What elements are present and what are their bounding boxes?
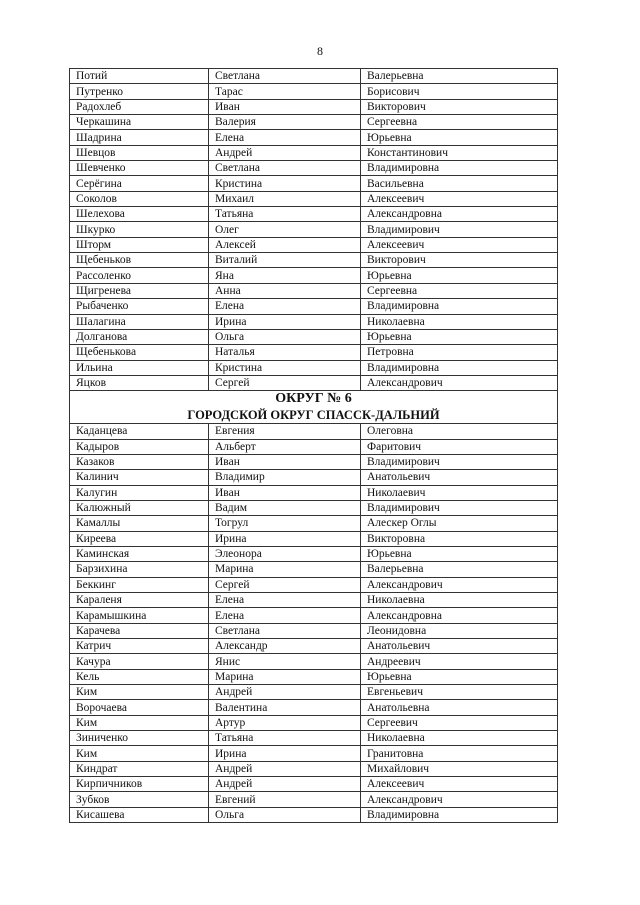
surname-cell: Кадыров <box>70 439 209 454</box>
patronymic-cell: Владимировна <box>361 807 558 822</box>
first-name-cell: Иван <box>209 485 361 500</box>
patronymic-cell: Алексеевич <box>361 237 558 252</box>
table-row <box>70 99 558 114</box>
first-name-cell: Елена <box>209 608 361 623</box>
first-name-cell: Елена <box>209 130 361 145</box>
table-row <box>70 731 558 746</box>
table-row <box>70 253 558 268</box>
patronymic-cell: Викторович <box>361 99 558 114</box>
bottom-rows <box>70 424 558 823</box>
patronymic-cell: Александровна <box>361 608 558 623</box>
patronymic-cell: Евгеньевич <box>361 685 558 700</box>
table-row <box>70 207 558 222</box>
surname-cell: Киреева <box>70 531 209 546</box>
top-rows <box>70 69 558 391</box>
table-row <box>70 516 558 531</box>
surname-cell: Яцков <box>70 375 209 390</box>
patronymic-cell: Александрович <box>361 375 558 390</box>
patronymic-cell: Сергеевна <box>361 115 558 130</box>
patronymic-cell: Юрьевна <box>361 669 558 684</box>
table-row <box>70 161 558 176</box>
surname-cell: Каданцева <box>70 424 209 439</box>
patronymic-cell: Владимирович <box>361 454 558 469</box>
surname-cell: Зиниченко <box>70 731 209 746</box>
first-name-cell: Андрей <box>209 685 361 700</box>
surname-cell: Карамышкина <box>70 608 209 623</box>
first-name-cell: Владимир <box>209 470 361 485</box>
patronymic-cell: Владимировна <box>361 161 558 176</box>
names-table <box>69 68 558 823</box>
first-name-cell: Андрей <box>209 145 361 160</box>
first-name-cell: Анна <box>209 283 361 298</box>
table-row <box>70 500 558 515</box>
surname-cell: Щебеньков <box>70 253 209 268</box>
table-row <box>70 608 558 623</box>
table-row <box>70 283 558 298</box>
surname-cell: Каминская <box>70 546 209 561</box>
patronymic-cell: Валерьевна <box>361 562 558 577</box>
table-row <box>70 639 558 654</box>
table-row <box>70 654 558 669</box>
first-name-cell: Сергей <box>209 375 361 390</box>
first-name-cell: Ирина <box>209 314 361 329</box>
patronymic-cell: Борисович <box>361 84 558 99</box>
table-row <box>70 485 558 500</box>
district-heading-block <box>70 391 558 424</box>
table-row <box>70 593 558 608</box>
first-name-cell: Ольга <box>209 807 361 822</box>
table-row <box>70 807 558 822</box>
first-name-cell: Татьяна <box>209 731 361 746</box>
first-name-cell: Светлана <box>209 623 361 638</box>
patronymic-cell: Николаевна <box>361 731 558 746</box>
first-name-cell: Елена <box>209 299 361 314</box>
surname-cell: Ильина <box>70 360 209 375</box>
patronymic-cell: Владимирович <box>361 500 558 515</box>
first-name-cell: Андрей <box>209 777 361 792</box>
patronymic-cell: Алескер Оглы <box>361 516 558 531</box>
surname-cell: Киндрат <box>70 761 209 776</box>
surname-cell: Беккинг <box>70 577 209 592</box>
first-name-cell: Тарас <box>209 84 361 99</box>
table-row <box>70 329 558 344</box>
patronymic-cell: Александрович <box>361 577 558 592</box>
surname-cell: Потий <box>70 69 209 84</box>
table-row <box>70 115 558 130</box>
table-row <box>70 424 558 439</box>
patronymic-cell: Петровна <box>361 345 558 360</box>
surname-cell: Шевченко <box>70 161 209 176</box>
patronymic-cell: Леонидовна <box>361 623 558 638</box>
first-name-cell: Иван <box>209 454 361 469</box>
surname-cell: Караленя <box>70 593 209 608</box>
patronymic-cell: Гранитовна <box>361 746 558 761</box>
table-row <box>70 176 558 191</box>
patronymic-cell: Алексеевич <box>361 191 558 206</box>
patronymic-cell: Алексеевич <box>361 777 558 792</box>
surname-cell: Щебенькова <box>70 345 209 360</box>
table-row <box>70 130 558 145</box>
patronymic-cell: Юрьевна <box>361 130 558 145</box>
first-name-cell: Марина <box>209 562 361 577</box>
table-row <box>70 685 558 700</box>
table-row <box>70 577 558 592</box>
first-name-cell: Валентина <box>209 700 361 715</box>
first-name-cell: Артур <box>209 715 361 730</box>
patronymic-cell: Александрович <box>361 792 558 807</box>
first-name-cell: Светлана <box>209 69 361 84</box>
first-name-cell: Ирина <box>209 746 361 761</box>
first-name-cell: Янис <box>209 654 361 669</box>
first-name-cell: Валерия <box>209 115 361 130</box>
table-row <box>70 470 558 485</box>
surname-cell: Камаллы <box>70 516 209 531</box>
table-row <box>70 531 558 546</box>
table-row <box>70 360 558 375</box>
first-name-cell: Андрей <box>209 761 361 776</box>
patronymic-cell: Юрьевна <box>361 268 558 283</box>
table-row <box>70 345 558 360</box>
surname-cell: Шадрина <box>70 130 209 145</box>
table-row <box>70 715 558 730</box>
table-row <box>70 145 558 160</box>
surname-cell: Рассоленко <box>70 268 209 283</box>
surname-cell: Кирпичников <box>70 777 209 792</box>
patronymic-cell: Владимировна <box>361 299 558 314</box>
patronymic-cell: Сергеевна <box>361 283 558 298</box>
surname-cell: Рыбаченко <box>70 299 209 314</box>
patronymic-cell: Викторовна <box>361 531 558 546</box>
surname-cell: Шторм <box>70 237 209 252</box>
surname-cell: Соколов <box>70 191 209 206</box>
patronymic-cell: Андреевич <box>361 654 558 669</box>
surname-cell: Кисашева <box>70 807 209 822</box>
surname-cell: Кель <box>70 669 209 684</box>
first-name-cell: Тогрул <box>209 516 361 531</box>
surname-cell: Барзихина <box>70 562 209 577</box>
patronymic-cell: Николаевна <box>361 314 558 329</box>
first-name-cell: Сергей <box>209 577 361 592</box>
surname-cell: Черкашина <box>70 115 209 130</box>
surname-cell: Казаков <box>70 454 209 469</box>
surname-cell: Ворочаева <box>70 700 209 715</box>
patronymic-cell: Сергеевич <box>361 715 558 730</box>
first-name-cell: Александр <box>209 639 361 654</box>
table-row <box>70 777 558 792</box>
table-row <box>70 268 558 283</box>
surname-cell: Катрич <box>70 639 209 654</box>
table-row <box>70 746 558 761</box>
patronymic-cell: Викторович <box>361 253 558 268</box>
patronymic-cell: Александровна <box>361 207 558 222</box>
surname-cell: Калинич <box>70 470 209 485</box>
first-name-cell: Ирина <box>209 531 361 546</box>
page-number: 8 <box>317 44 323 58</box>
first-name-cell: Олег <box>209 222 361 237</box>
table-row <box>70 237 558 252</box>
table-row <box>70 222 558 237</box>
surname-cell: Ким <box>70 685 209 700</box>
first-name-cell: Татьяна <box>209 207 361 222</box>
first-name-cell: Кристина <box>209 360 361 375</box>
surname-cell: Шкурко <box>70 222 209 237</box>
first-name-cell: Алексей <box>209 237 361 252</box>
surname-cell: Шалагина <box>70 314 209 329</box>
district-heading: ОКРУГ № 6 <box>70 391 558 408</box>
first-name-cell: Светлана <box>209 161 361 176</box>
first-name-cell: Элеонора <box>209 546 361 561</box>
patronymic-cell: Фаритович <box>361 439 558 454</box>
first-name-cell: Евгения <box>209 424 361 439</box>
table-row <box>70 439 558 454</box>
table-row <box>70 623 558 638</box>
table-row <box>70 314 558 329</box>
surname-cell: Ким <box>70 746 209 761</box>
patronymic-cell: Анатольевич <box>361 639 558 654</box>
surname-cell: Долганова <box>70 329 209 344</box>
patronymic-cell: Анатольевна <box>361 700 558 715</box>
surname-cell: Зубков <box>70 792 209 807</box>
patronymic-cell: Васильевна <box>361 176 558 191</box>
first-name-cell: Наталья <box>209 345 361 360</box>
surname-cell: Калугин <box>70 485 209 500</box>
table-row <box>70 700 558 715</box>
surname-cell: Шевцов <box>70 145 209 160</box>
first-name-cell: Виталий <box>209 253 361 268</box>
patronymic-cell: Валерьевна <box>361 69 558 84</box>
patronymic-cell: Анатольевич <box>361 470 558 485</box>
table-row <box>70 191 558 206</box>
surname-cell: Серёгина <box>70 176 209 191</box>
first-name-cell: Марина <box>209 669 361 684</box>
first-name-cell: Вадим <box>209 500 361 515</box>
table-row <box>70 792 558 807</box>
surname-cell: Карачева <box>70 623 209 638</box>
patronymic-cell: Николаевич <box>361 485 558 500</box>
first-name-cell: Елена <box>209 593 361 608</box>
first-name-cell: Ольга <box>209 329 361 344</box>
patronymic-cell: Михайлович <box>361 761 558 776</box>
surname-cell: Качура <box>70 654 209 669</box>
surname-cell: Путренко <box>70 84 209 99</box>
first-name-cell: Яна <box>209 268 361 283</box>
surname-cell: Радохлеб <box>70 99 209 114</box>
table-row <box>70 454 558 469</box>
table-row <box>70 69 558 84</box>
surname-cell: Щигренева <box>70 283 209 298</box>
surname-cell: Шелехова <box>70 207 209 222</box>
table-row <box>70 299 558 314</box>
table-row <box>70 669 558 684</box>
patronymic-cell: Юрьевна <box>361 546 558 561</box>
first-name-cell: Кристина <box>209 176 361 191</box>
surname-cell: Калюжный <box>70 500 209 515</box>
district-subheading: ГОРОДСКОЙ ОКРУГ СПАССК-ДАЛЬНИЙ <box>70 407 558 424</box>
table-row <box>70 546 558 561</box>
patronymic-cell: Владимирович <box>361 222 558 237</box>
patronymic-cell: Олеговна <box>361 424 558 439</box>
surname-cell: Ким <box>70 715 209 730</box>
table-row <box>70 375 558 390</box>
first-name-cell: Альберт <box>209 439 361 454</box>
table-row <box>70 562 558 577</box>
patronymic-cell: Николаевна <box>361 593 558 608</box>
first-name-cell: Евгений <box>209 792 361 807</box>
first-name-cell: Михаил <box>209 191 361 206</box>
first-name-cell: Иван <box>209 99 361 114</box>
patronymic-cell: Юрьевна <box>361 329 558 344</box>
patronymic-cell: Владимировна <box>361 360 558 375</box>
table-row <box>70 84 558 99</box>
table-row <box>70 761 558 776</box>
patronymic-cell: Константинович <box>361 145 558 160</box>
